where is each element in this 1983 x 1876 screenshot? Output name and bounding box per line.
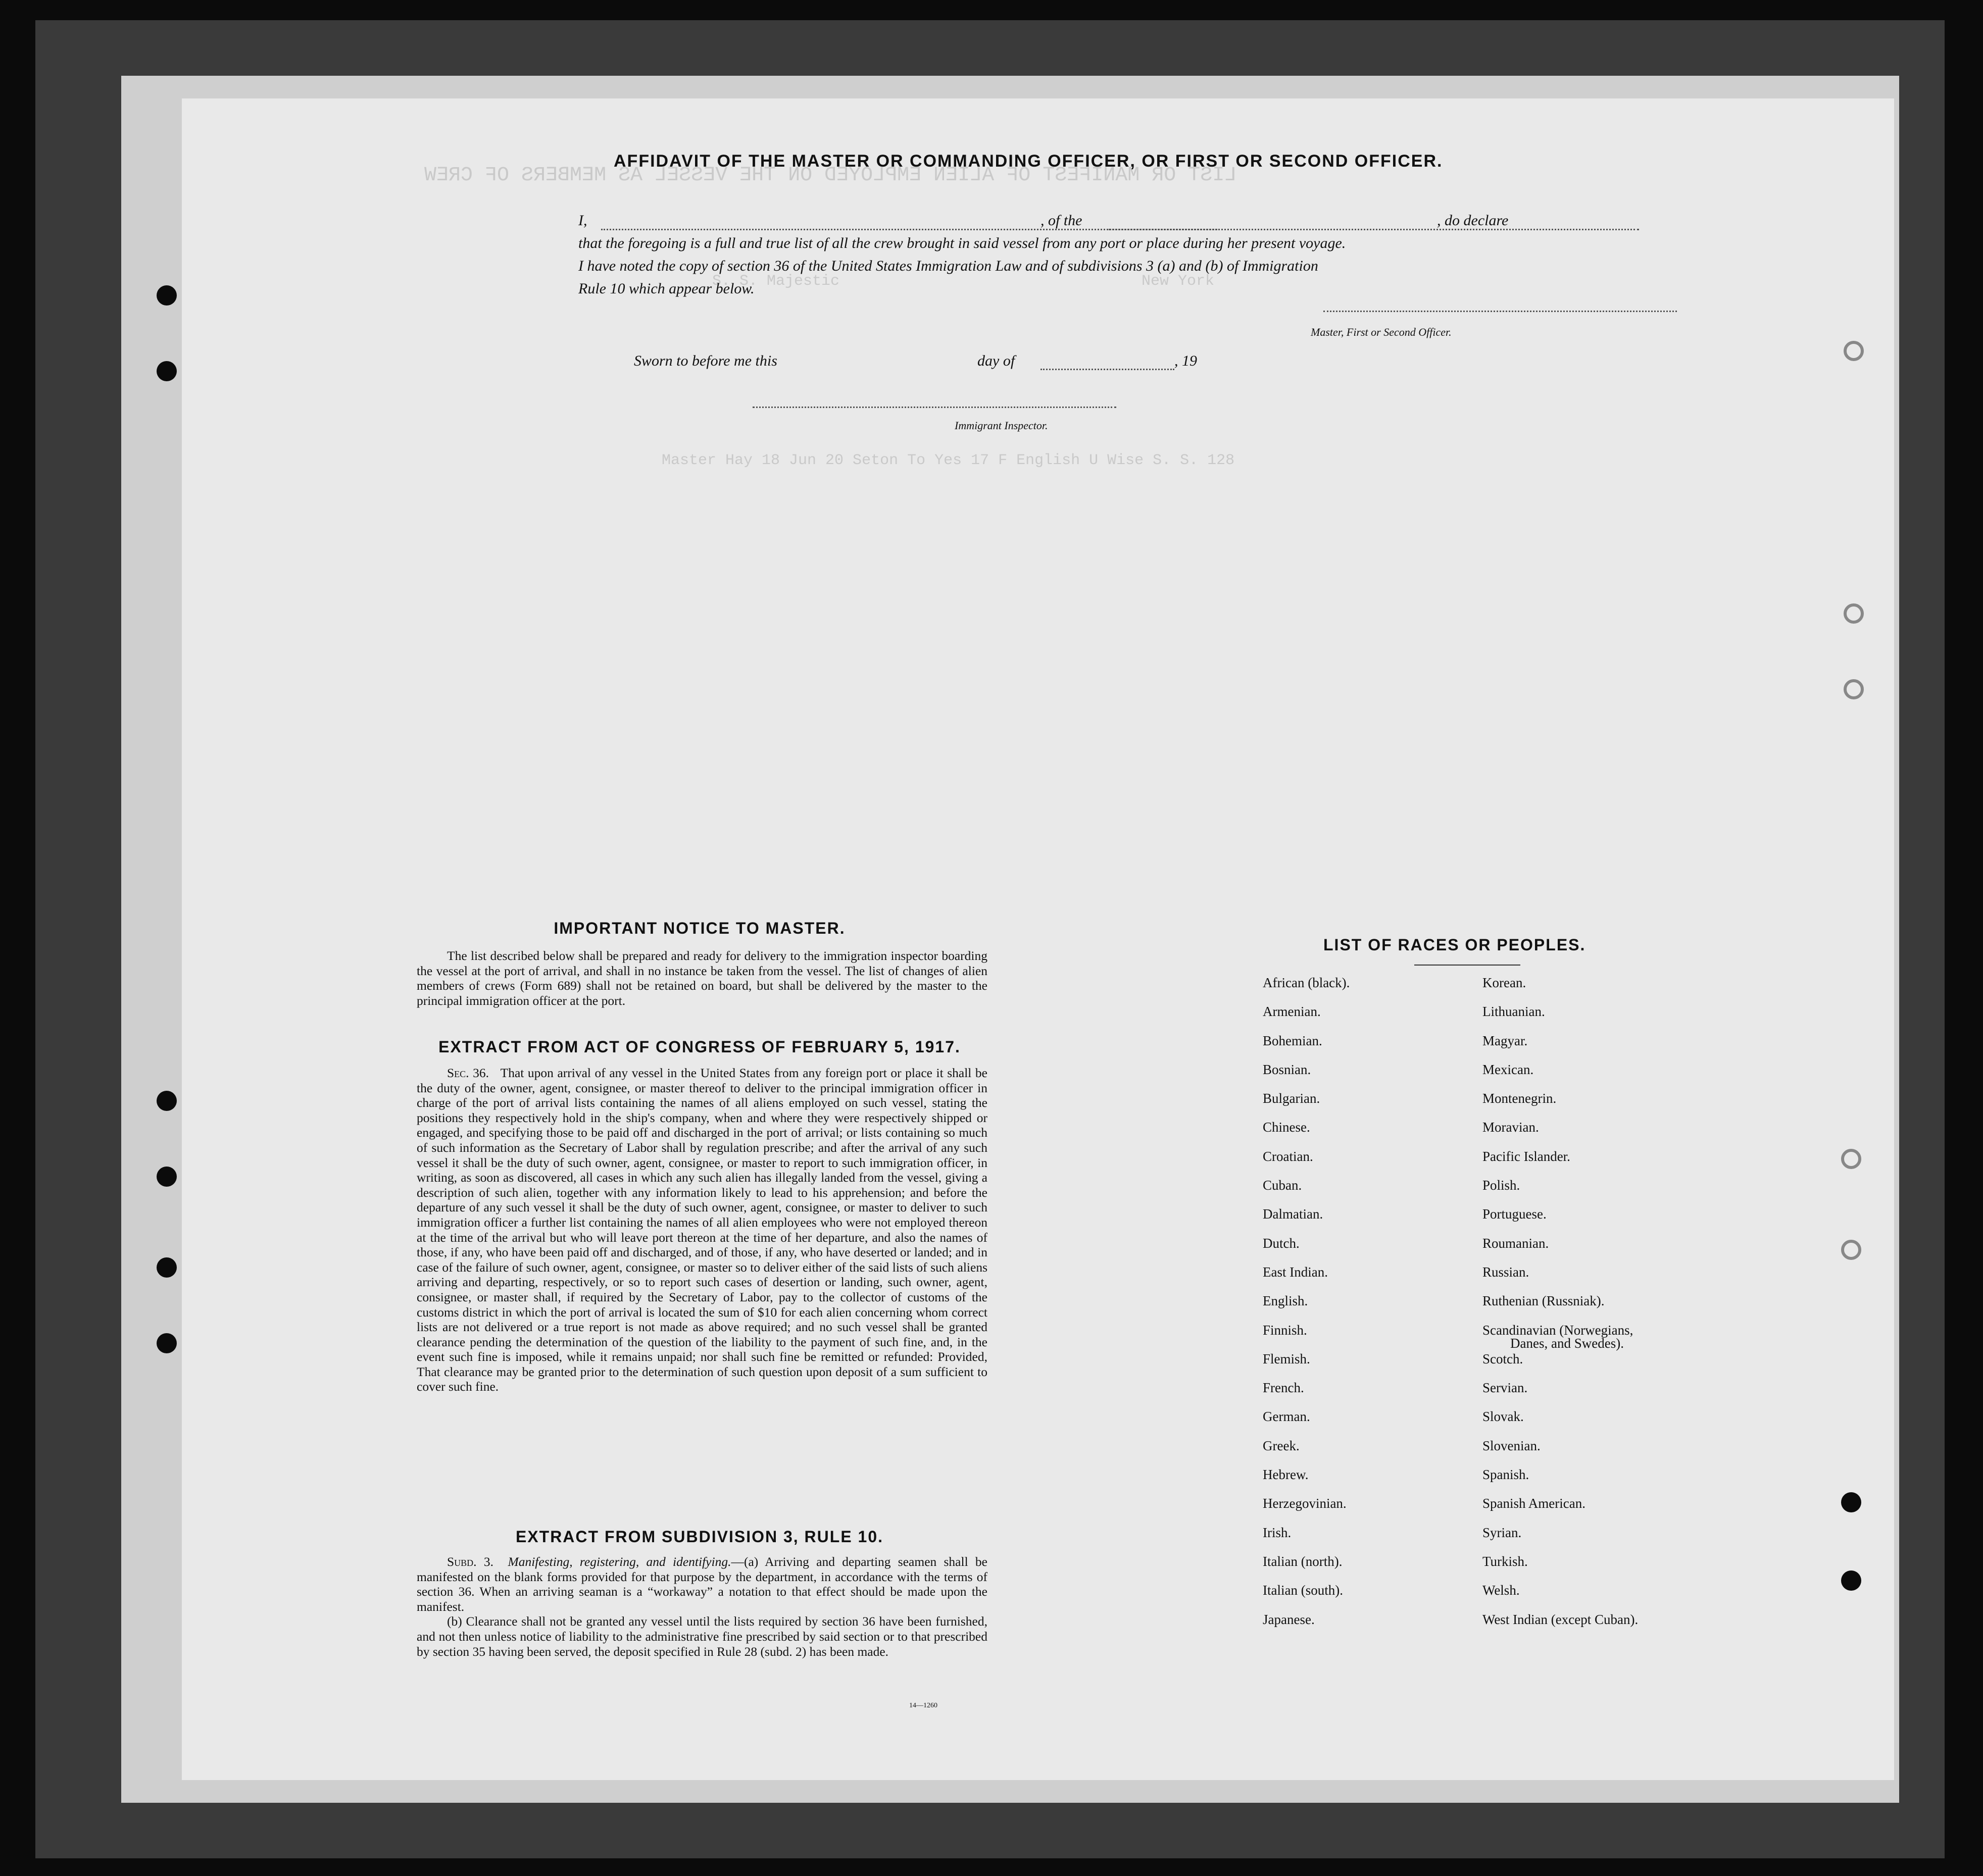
races-title: LIST OF RACES OR PEOPLES. — [1323, 936, 1586, 954]
race-item: Flemish. — [1263, 1351, 1310, 1366]
race-item: West Indian (except Cuban). — [1482, 1611, 1639, 1627]
race-item: Armenian. — [1263, 1004, 1321, 1020]
binder-hole — [157, 1091, 177, 1111]
punch-hole — [1844, 679, 1864, 699]
race-item: Irish. — [1263, 1525, 1292, 1540]
notice-block — [417, 948, 987, 1008]
race-item: African (black). — [1263, 975, 1350, 990]
date-line — [1040, 369, 1174, 370]
affidavit-line2: that the foregoing is a full and true list of all the crew brought in said vessel from any port or place during her present voyage. — [578, 235, 1346, 251]
rule-extract-block — [417, 1554, 987, 1659]
subd-a-text: —(a) Arriving and departing seamen shall be manifested on the blank forms provided for that purpose by the department, in accordance with the terms of section 36. When an arriving seaman is a “workaway” a notation to that effect should be made upon the manifest. — [417, 1554, 987, 1614]
manifest-page — [182, 98, 1894, 1780]
race-item: Turkish. — [1482, 1553, 1528, 1569]
master-signature-caption: Master, First or Second Officer. — [1311, 326, 1452, 338]
affidavit-pronoun: I, — [578, 212, 587, 229]
year-text: , 19 — [1174, 352, 1197, 369]
subd-heading: Manifesting, registering, and identifying. — [508, 1554, 731, 1569]
affidavit-title: AFFIDAVIT OF THE MASTER OR COMMANDING OFFICER, OR FIRST OR SECOND OFFICER. — [614, 151, 1443, 171]
race-item: Russian. — [1482, 1264, 1529, 1280]
punch-hole — [1844, 603, 1864, 624]
affidavit-do-declare: , do declare — [1437, 212, 1509, 229]
race-item: Korean. — [1482, 975, 1526, 990]
races-right-column — [1482, 976, 1705, 1641]
race-item: Spanish. — [1482, 1467, 1529, 1483]
race-item: Scotch. — [1482, 1351, 1523, 1366]
race-item: Roumanian. — [1482, 1235, 1549, 1251]
race-item: Chinese. — [1263, 1120, 1310, 1135]
race-item-scandinavian-line2: Danes, and Swedes). — [1510, 1335, 1624, 1351]
race-item: Welsh. — [1482, 1583, 1520, 1598]
race-item: Spanish American. — [1482, 1496, 1585, 1511]
race-item: Syrian. — [1482, 1525, 1522, 1540]
race-item: Italian (north). — [1263, 1553, 1343, 1569]
races-left-column — [1263, 976, 1485, 1641]
notice-text: The list described below shall be prepared and ready for delivery to the immigration inspector boarding the vessel at the port of arrival, and shall in no instance be taken from the vessel. The list of changes of alien members of crews (Form 689) shall not be retained on board, but shall be delivered by the master to the principal immigration officer at the port. — [417, 948, 987, 1008]
rule-para-a — [417, 1554, 987, 1614]
race-item: Bulgarian. — [1263, 1091, 1320, 1106]
race-item: German. — [1263, 1409, 1310, 1425]
race-item: Dutch. — [1263, 1235, 1300, 1251]
race-item: Hebrew. — [1263, 1467, 1309, 1483]
act-extract-text — [417, 1066, 987, 1394]
rule-extract-title: EXTRACT FROM SUBDIVISION 3, RULE 10. — [515, 1528, 884, 1546]
race-item: French. — [1263, 1380, 1304, 1396]
binder-hole — [157, 1333, 177, 1353]
race-item: Moravian. — [1482, 1120, 1539, 1135]
race-item: Slovak. — [1482, 1409, 1524, 1425]
affidavit-of-the: , of the — [1040, 212, 1082, 229]
race-item: East Indian. — [1263, 1264, 1328, 1280]
race-item: Greek. — [1263, 1438, 1300, 1453]
race-item: Pacific Islander. — [1482, 1148, 1570, 1164]
master-signature-line — [1323, 311, 1677, 312]
vessel-name-line — [1109, 229, 1639, 230]
race-item: Herzegovinian. — [1263, 1496, 1347, 1511]
race-item: Cuban. — [1263, 1178, 1302, 1193]
section-label: Sec. 36. — [447, 1066, 489, 1080]
race-item: English. — [1263, 1293, 1308, 1309]
binder-hole — [157, 285, 177, 306]
day-of-text: day of — [977, 352, 1015, 369]
race-item: Montenegrin. — [1482, 1091, 1557, 1106]
races-title-rule — [1414, 965, 1520, 966]
rule-para-b: (b) Clearance shall not be granted any vessel until the lists required by section 36 have been furnished, and not then unless notice of liability to the administrative fine prescribed by said section or to that prescribed by section 35 having been served, the deposit specified in Rule 28 (subd. 2) has been made. — [417, 1614, 987, 1659]
punch-hole — [1841, 1240, 1861, 1260]
race-item: Slovenian. — [1482, 1438, 1541, 1453]
race-item: Portuguese. — [1482, 1206, 1547, 1222]
subd-label: Subd. 3. — [447, 1554, 493, 1569]
race-item: Croatian. — [1263, 1148, 1313, 1164]
bleed-through-header: LIST OR MANIFEST OF ALIEN EMPLOYED ON THE VESSEL AS MEMBERS OF CREW — [424, 164, 1237, 187]
race-item: Japanese. — [1263, 1611, 1315, 1627]
inspector-signature-caption: Immigrant Inspector. — [955, 419, 1048, 432]
race-item: Italian (south). — [1263, 1583, 1343, 1598]
punch-hole — [1841, 1149, 1861, 1169]
race-item: Polish. — [1482, 1178, 1520, 1193]
binder-hole — [157, 361, 177, 381]
binder-hole — [157, 1257, 177, 1278]
binder-hole — [157, 1167, 177, 1187]
section-36-text: That upon arrival of any vessel in the United States from any foreign port or place it shall be the duty of the owner, agent, consignee, or master thereof to deliver to the principal immigration officer in charge of the port of arrival lists containing the names of all aliens employed on such vessel, stating the positions they respectively hold in the ship's company, when and where they were respectively shipped or engaged, and specifying those to be paid off and discharged in the port of arrival; or lists containing so much of such information as the Secretary of Labor shall by regulation prescribe; and after the arrival of any such vessel it shall be the duty of such owner, agent, consignee, or master to report to such immigration officer, in writing, as soon as discovered, all cases in which any such alien has illegally landed from the vessel, giving a description of such alien, together with any information likely to lead to his apprehension; and before the departure of any such vessel it shall be the duty of such owner, agent, consignee, or master to deliver to such immigration officer a further list containing the names of all alien employees who were not employed thereon at the time of the arrival but who will leave port thereon at the time of her departure, and also the names of those, if any, who have been paid off and discharged, and of those, if any, who have deserted or landed; and in case of the failure of such owner, agent, consignee, or master so to deliver either of the said lists of such aliens arriving and departing, respectively, or so to report such cases of desertion or landing, such owner, agent, consignee, or master shall, if required by the Secretary of Labor, pay to the collector of customs of the customs district in which the port of arrival is located the sum of $10 for each alien concerning whom correct lists are not delivered or a true report is not made as above required; and no such vessel shall be granted clearance pending the determination of the question of the liability to the payment of such fine, and, in the event such fine is imposed, while it remains unpaid; nor shall such fine be remitted or refunded: Provided, That clearance may be granted prior to the determination of such question upon deposit of a sum sufficient to cover such fine. — [417, 1066, 987, 1394]
form-number: 14—1260 — [909, 1702, 937, 1709]
notice-title: IMPORTANT NOTICE TO MASTER. — [554, 919, 846, 937]
bleed-through-port: New York — [1142, 273, 1215, 290]
race-item: Finnish. — [1263, 1322, 1307, 1338]
race-item: Ruthenian (Russniak). — [1482, 1293, 1605, 1309]
race-item: Mexican. — [1482, 1061, 1534, 1077]
race-item: Lithuanian. — [1482, 1004, 1545, 1020]
punch-hole — [1841, 1492, 1861, 1512]
race-item-scandinavian-line1: Scandinavian (Norwegians, — [1482, 1322, 1633, 1338]
affidavit-line4: Rule 10 which appear below. — [578, 280, 755, 297]
punch-hole — [1844, 341, 1864, 361]
affidavit-line3: I have noted the copy of section 36 of the United States Immigration Law and of subdivisions 3 (a) and (b) of Immigration — [578, 258, 1318, 274]
bleed-through-row: Master Hay 18 Jun 20 Seton To Yes 17 F English U Wise S. S. 128 — [662, 452, 1235, 469]
race-item: Servian. — [1482, 1380, 1528, 1396]
race-item: Bosnian. — [1263, 1061, 1311, 1077]
race-item: Bohemian. — [1263, 1033, 1322, 1048]
bleed-through-vessel: S. S. Majestic — [712, 273, 840, 290]
act-extract-block — [417, 1066, 987, 1394]
race-item: Magyar. — [1482, 1033, 1528, 1048]
punch-hole — [1841, 1570, 1861, 1591]
inspector-signature-line — [753, 407, 1116, 408]
sworn-text: Sworn to before me this — [634, 352, 777, 369]
race-item: Dalmatian. — [1263, 1206, 1323, 1222]
race-item-scandinavian — [1482, 1323, 1705, 1352]
act-extract-title: EXTRACT FROM ACT OF CONGRESS OF FEBRUARY 5, 1917. — [438, 1038, 961, 1056]
